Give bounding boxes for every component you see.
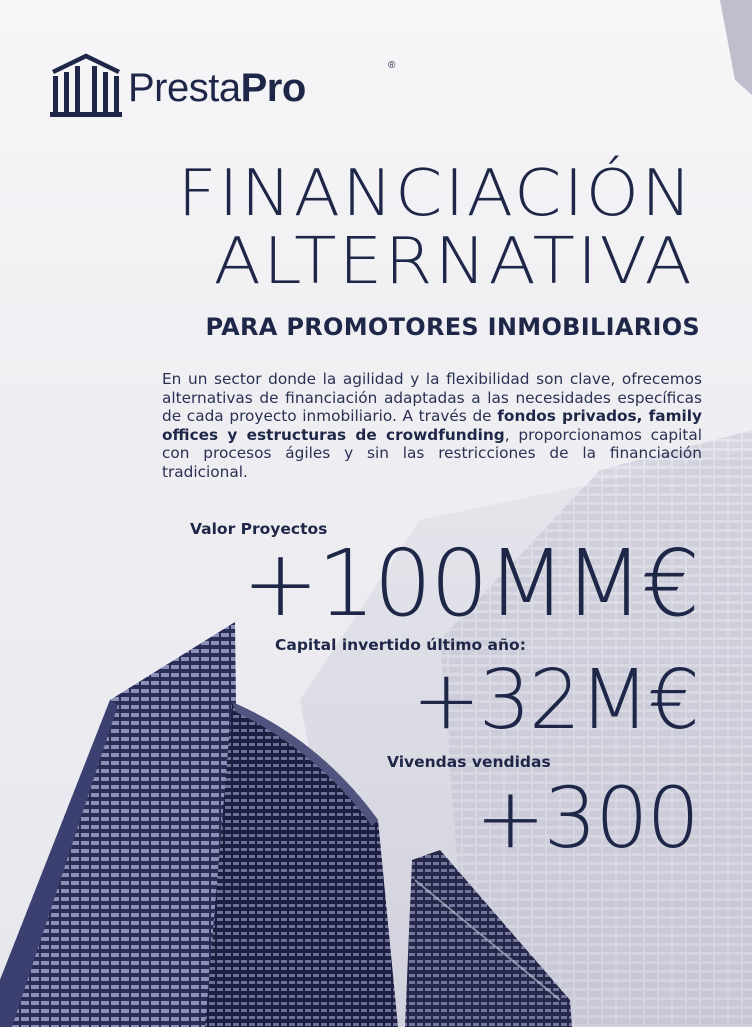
stat-label-project-value: Valor Proyectos bbox=[190, 520, 328, 538]
headline-subtitle: PARA PROMOTORES INMOBILIARIOS bbox=[205, 313, 700, 341]
brand-name bbox=[128, 66, 306, 111]
stat-label-capital-invested: Capital invertido último año: bbox=[275, 636, 526, 654]
stat-value-project-value: +100MM€ bbox=[242, 530, 698, 637]
intro-highlight: fondos privados, family offices y estructuras de crowdfunding bbox=[162, 407, 702, 444]
prestapro-logo[interactable] bbox=[50, 50, 396, 120]
brand-name-bold: Pro bbox=[240, 66, 306, 110]
stat-value-capital-invested: +32M€ bbox=[412, 653, 698, 748]
stat-value-homes-sold: +300 bbox=[475, 769, 698, 867]
stat-label-homes-sold: Vivendas vendidas bbox=[387, 753, 551, 771]
registered-mark: ® bbox=[388, 60, 396, 71]
headline-line-1: FINANCIACIÓN bbox=[177, 157, 695, 231]
brand-name-regular: Presta bbox=[128, 66, 241, 110]
headline-line-2: ALTERNATIVA bbox=[213, 225, 694, 299]
intro-text-end: , proporcionamos capital con procesos ágiles y sin las restricciones de la financiación tradicional. bbox=[162, 425, 702, 481]
intro-paragraph bbox=[162, 370, 702, 481]
building-columns-icon bbox=[50, 52, 122, 118]
intro-text-start: En un sector donde la agilidad y la flexibilidad son clave, ofrecemos alternativas de financiación adaptadas a las necesidades específicas de cada proyecto inmobiliario. A través de bbox=[162, 370, 702, 425]
